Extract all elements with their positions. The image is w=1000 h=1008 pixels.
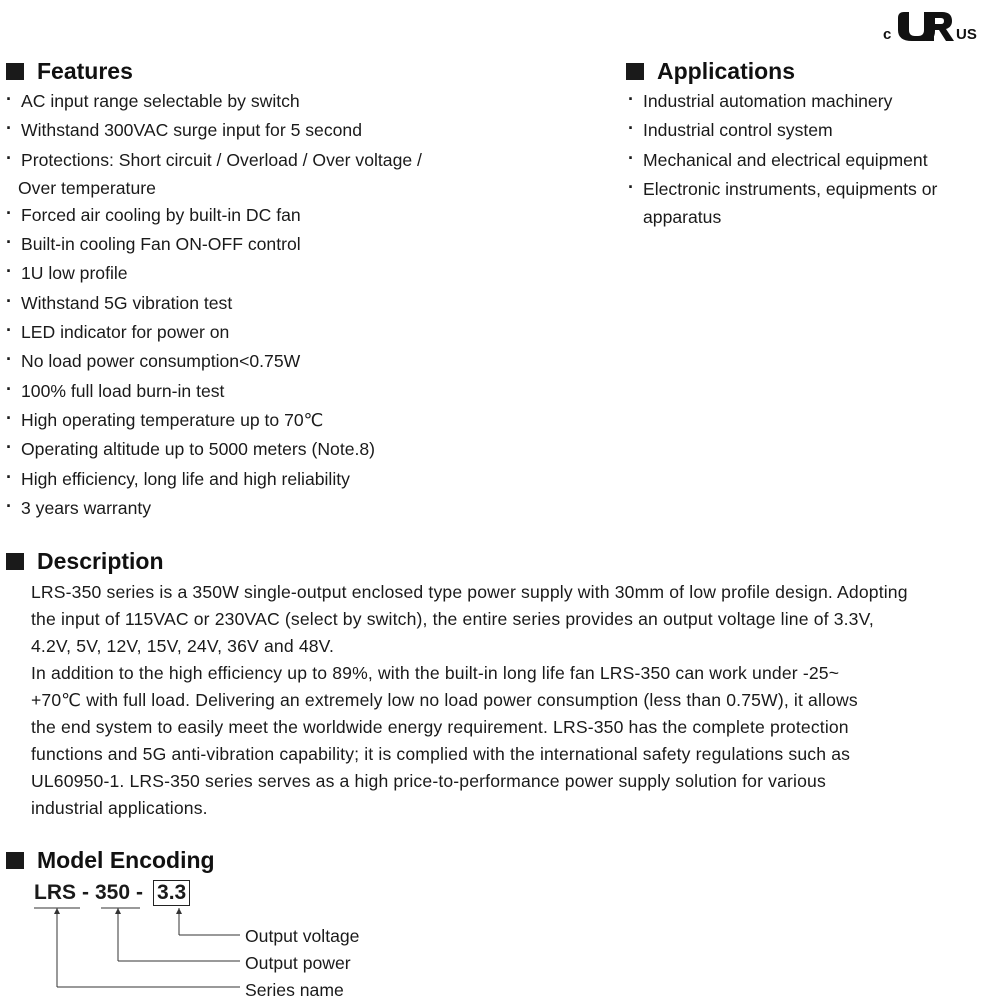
list-item: · 1U low profile [6,259,422,288]
list-item: · High efficiency, long life and high reliability [6,465,422,494]
list-item: · Withstand 300VAC surge input for 5 second [6,116,422,145]
model-dash: - [136,881,144,904]
model-code [34,880,190,906]
model-series-code: LRS [34,881,76,904]
square-bullet-icon [6,852,24,869]
cert-us-label: US [956,26,977,43]
description-title: Description [37,548,164,574]
list-item: · Electronic instruments, equipments or apparatus [628,175,937,230]
applications-heading [626,58,795,85]
list-item: · High operating temperature up to 70℃ [6,406,422,435]
list-item: · Withstand 5G vibration test [6,289,422,318]
description-line: the input of 115VAC or 230VAC (select by switch), the entire series provides an output voltage line of 3.3V, [31,609,874,629]
list-item: · No load power consumption<0.75W [6,347,422,376]
description-line: 4.2V, 5V, 12V, 15V, 24V, 36V and 48V. [31,636,334,656]
list-item: · Operating altitude up to 5000 meters (Note.8) [6,435,422,464]
description-line: LRS-350 series is a 350W single-output enclosed type power supply with 30mm of low profile design. Adopting [31,582,908,602]
description-line: the end system to easily meet the worldwide energy requirement. LRS-350 has the complete protection [31,717,849,737]
square-bullet-icon [626,63,644,80]
square-bullet-icon [6,63,24,80]
description-line: functions and 5G anti-vibration capability; it is complied with the international safety regulations such as [31,744,851,764]
list-item: · LED indicator for power on [6,318,422,347]
description-line: +70℃ with full load. Delivering an extremely low no load power consumption (less than 0.75W), it allows [31,690,858,710]
features-heading [6,58,133,85]
list-item: · Mechanical and electrical equipment [628,146,937,175]
arrow-up-icon [176,908,182,914]
model-encoding-title: Model Encoding [37,847,215,873]
model-encoding-heading [6,847,215,874]
list-item: · 100% full load burn-in test [6,377,422,406]
list-item: · Industrial automation machinery [628,87,937,116]
description-line: industrial applications. [31,798,208,818]
output-voltage-label: Output voltage [245,926,360,946]
arrow-up-icon [115,908,121,914]
output-power-label: Output power [245,953,351,973]
model-power-code: 350 [95,881,131,904]
description-line: UL60950-1. LRS-350 series serves as a high price-to-performance power supply solution for various [31,771,826,791]
applications-title: Applications [657,58,796,84]
ur-recognized-mark-icon [882,6,978,46]
list-item-continuation: apparatus [643,207,722,228]
list-item: · Protections: Short circuit / Overload / Over voltage / Over temperature [6,146,422,201]
list-item: · Built-in cooling Fan ON-OFF control [6,230,422,259]
model-voltage-code: 3.3 [153,880,190,906]
list-item: · Industrial control system [628,116,937,145]
features-list [6,87,422,523]
description-body [31,579,986,822]
arrow-up-icon [54,908,60,914]
cert-c-label: c [883,26,892,43]
list-item: · 3 years warranty [6,494,422,523]
description-heading [6,548,164,575]
list-item: · Forced air cooling by built-in DC fan [6,201,422,230]
applications-list [628,87,937,230]
description-line: In addition to the high efficiency up to 89%, with the built-in long life fan LRS-350 can work under -25~ [31,663,840,683]
model-dash: - [82,881,89,904]
square-bullet-icon [6,553,24,570]
list-item: · AC input range selectable by switch [6,87,422,116]
series-name-label: Series name [245,980,344,1000]
features-title: Features [37,58,133,84]
list-item-continuation: Over temperature [18,177,156,198]
